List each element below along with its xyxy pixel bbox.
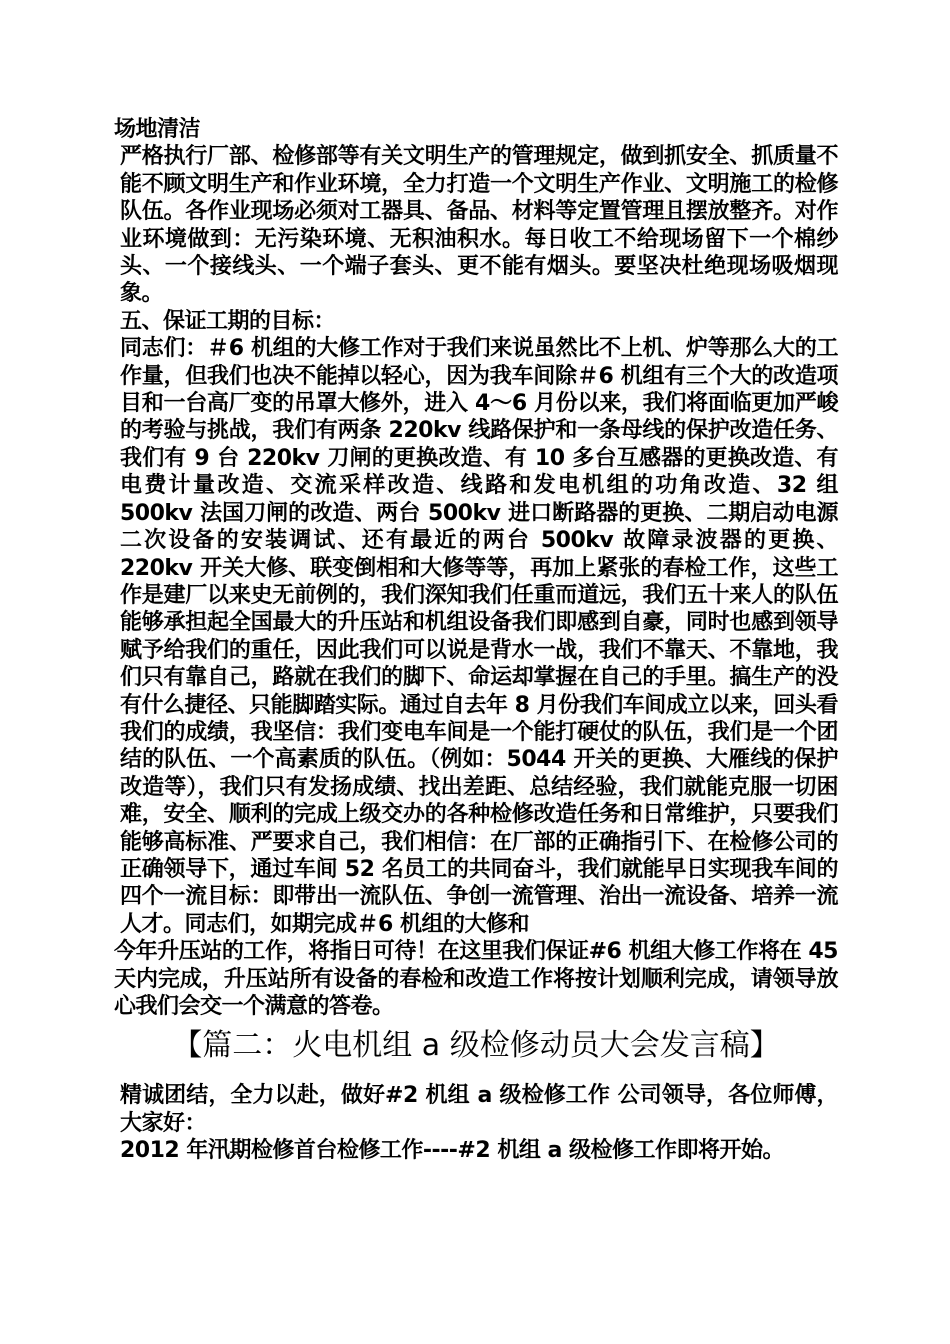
paragraph-part2-start: 2012 年汛期检修首台检修工作----#2 机组 a 级检修工作即将开始。: [120, 1138, 784, 1164]
paragraph-part2-intro: 精诚团结，全力以赴，做好#2 机组 a 级检修工作 公司领导，各位师傅，大家好：: [120, 1083, 838, 1136]
section-title-part2: 【篇二：火电机组 a 级检修动员大会发言稿】: [172, 1028, 780, 1064]
paragraph-closing: 今年升压站的工作，将指日可待！在这里我们保证#6 机组大修工作将在 45 天内完成，升压站所有设备的春检和改造工作将按计划顺利完成，请领导放心我们会交一个满意的答卷。: [114, 939, 838, 1019]
document-page: [114, 116, 838, 1165]
paragraph-schedule-goal: 同志们：＃6 机组的大修工作对于我们来说虽然比不上机、炉等那么大的工作量，但我们也决不能掉以轻心，因为我车间除＃6 机组有三个大的改造项目和一台高厂变的吊罩大修外，进入 4～6 月份以来，我们将面临更加严峻的考验与挑战，我们有两条 220kv 线路保护和一条母线的保护改造任务、我们有 9 台 220kv 刀闸的更换改造、有 10 多台互感器的更换改造、有电费计量改造、交流采样改造、线路和发电机组的功角改造、32 组 500kv 法国刀闸的改造、两台 500kv 进口断路器的更换、二期启动电源二次设备的安装调试、还有最近的两台 500kv 故障录波器的更换、220kv 开关大修、联变倒相和大修等等，再加上紧张的春检工作，这些工作是建厂以来史无前例的，我们深知我们任重而道远，我们五十来人的队伍能够承担起全国最大的升压站和机组设备我们即感到自豪，同时也感到领导赋予给我们的重任，因此我们可以说是背水一战，我们不靠天、不靠地，我们只有靠自己，路就在我们的脚下、命运却掌握在自己的手里。搞生产的没有什么捷径、只能脚踏实际。通过自去年 8 月份我们车间成立以来，回头看我们的成绩，我坚信：我们变电车间是一个能打硬仗的队伍，我们是一个团结的队伍、一个高素质的队伍。（例如：5044 开关的更换、大雁线的保护改造等），我们只有发扬成绩、找出差距、总结经验，我们就能克服一切困难，安全、顺利的完成上级交办的各种检修改造任务和日常维护，只要我们能够高标准、严要求自己，我们相信：在厂部的正确指引下、在检修公司的正确领导下，通过车间 52 名员工的共同奋斗，我们就能早日实现我车间的四个一流目标：即带出一流队伍、争创一流管理、治出一流设备、培养一流人才。同志们，如期完成＃6 机组的大修和: [120, 336, 838, 937]
heading-site-cleaning: 场地清洁: [114, 117, 201, 142]
paragraph-site-cleaning: 严格执行厂部、检修部等有关文明生产的管理规定，做到抓安全、抓质量不能不顾文明生产和作业环境，全力打造一个文明生产作业、文明施工的检修队伍。各作业现场必须对工器具、备品、材料等定置管理且摆放整齐。对作业环境做到：无污染环境、无积油积水。每日收工不给现场留下一个棉纱头、一个接线头、一个端子套头、更不能有烟头。要坚决杜绝现场吸烟现象。: [120, 144, 838, 307]
heading-schedule-goal: 五、保证工期的目标：: [120, 308, 336, 334]
spacer: [114, 1066, 838, 1082]
